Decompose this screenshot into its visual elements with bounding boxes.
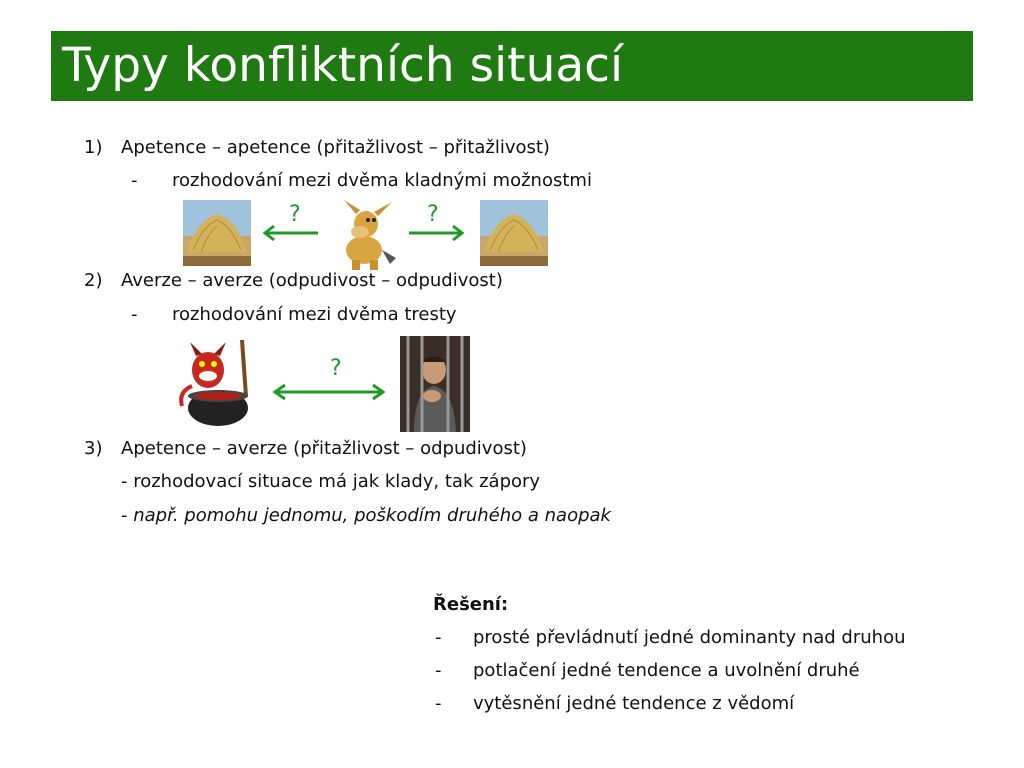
item-line-3b-text: např. pomohu jednomu, poškodím druhého a naopak (133, 505, 611, 526)
item-line-3a: - rozhodovací situace má jak klady, tak zápory (121, 471, 541, 492)
item-sub-1: rozhodování mezi dvěma kladnými možnostmi (172, 170, 592, 191)
item-number-1: 1) (84, 137, 103, 158)
prisoner-icon (400, 336, 470, 432)
item-sub-dash-2: - (131, 304, 138, 325)
solution-dash-2: - (435, 660, 442, 681)
item-line-3b-dash: - (121, 505, 134, 526)
solution-item-2: potlačení jedné tendence a uvolnění druhé (473, 660, 860, 681)
solution-item-3: vytěsnění jedné tendence z vědomí (473, 693, 795, 714)
question-mark: ? (289, 202, 301, 227)
item-sub-dash-1: - (131, 170, 138, 191)
question-mark: ? (330, 356, 342, 381)
title-bar (51, 31, 973, 101)
devil-icon (172, 336, 264, 430)
page-title: Typy konfliktních situací (62, 38, 624, 93)
solution-heading: Řešení: (433, 594, 509, 615)
item-heading-2: Averze – averze (odpudivost – odpudivost) (121, 270, 503, 291)
item-heading-1: Apetence – apetence (přitažlivost – přitažlivost) (121, 137, 550, 158)
haystack-icon (183, 200, 251, 266)
item-number-2: 2) (84, 270, 103, 291)
item-sub-2: rozhodování mezi dvěma tresty (172, 304, 457, 325)
solution-dash-1: - (435, 627, 442, 648)
solution-item-1: prosté převládnutí jedné dominanty nad druhou (473, 627, 906, 648)
question-mark: ? (427, 202, 439, 227)
item-line-3b (121, 505, 611, 527)
haystack-icon (480, 200, 548, 266)
item-number-3: 3) (84, 438, 103, 459)
donkey-icon (326, 198, 402, 274)
double-arrow-icon (272, 382, 386, 402)
item-heading-3: Apetence – averze (přitažlivost – odpudivost) (121, 438, 527, 459)
solution-dash-3: - (435, 693, 442, 714)
